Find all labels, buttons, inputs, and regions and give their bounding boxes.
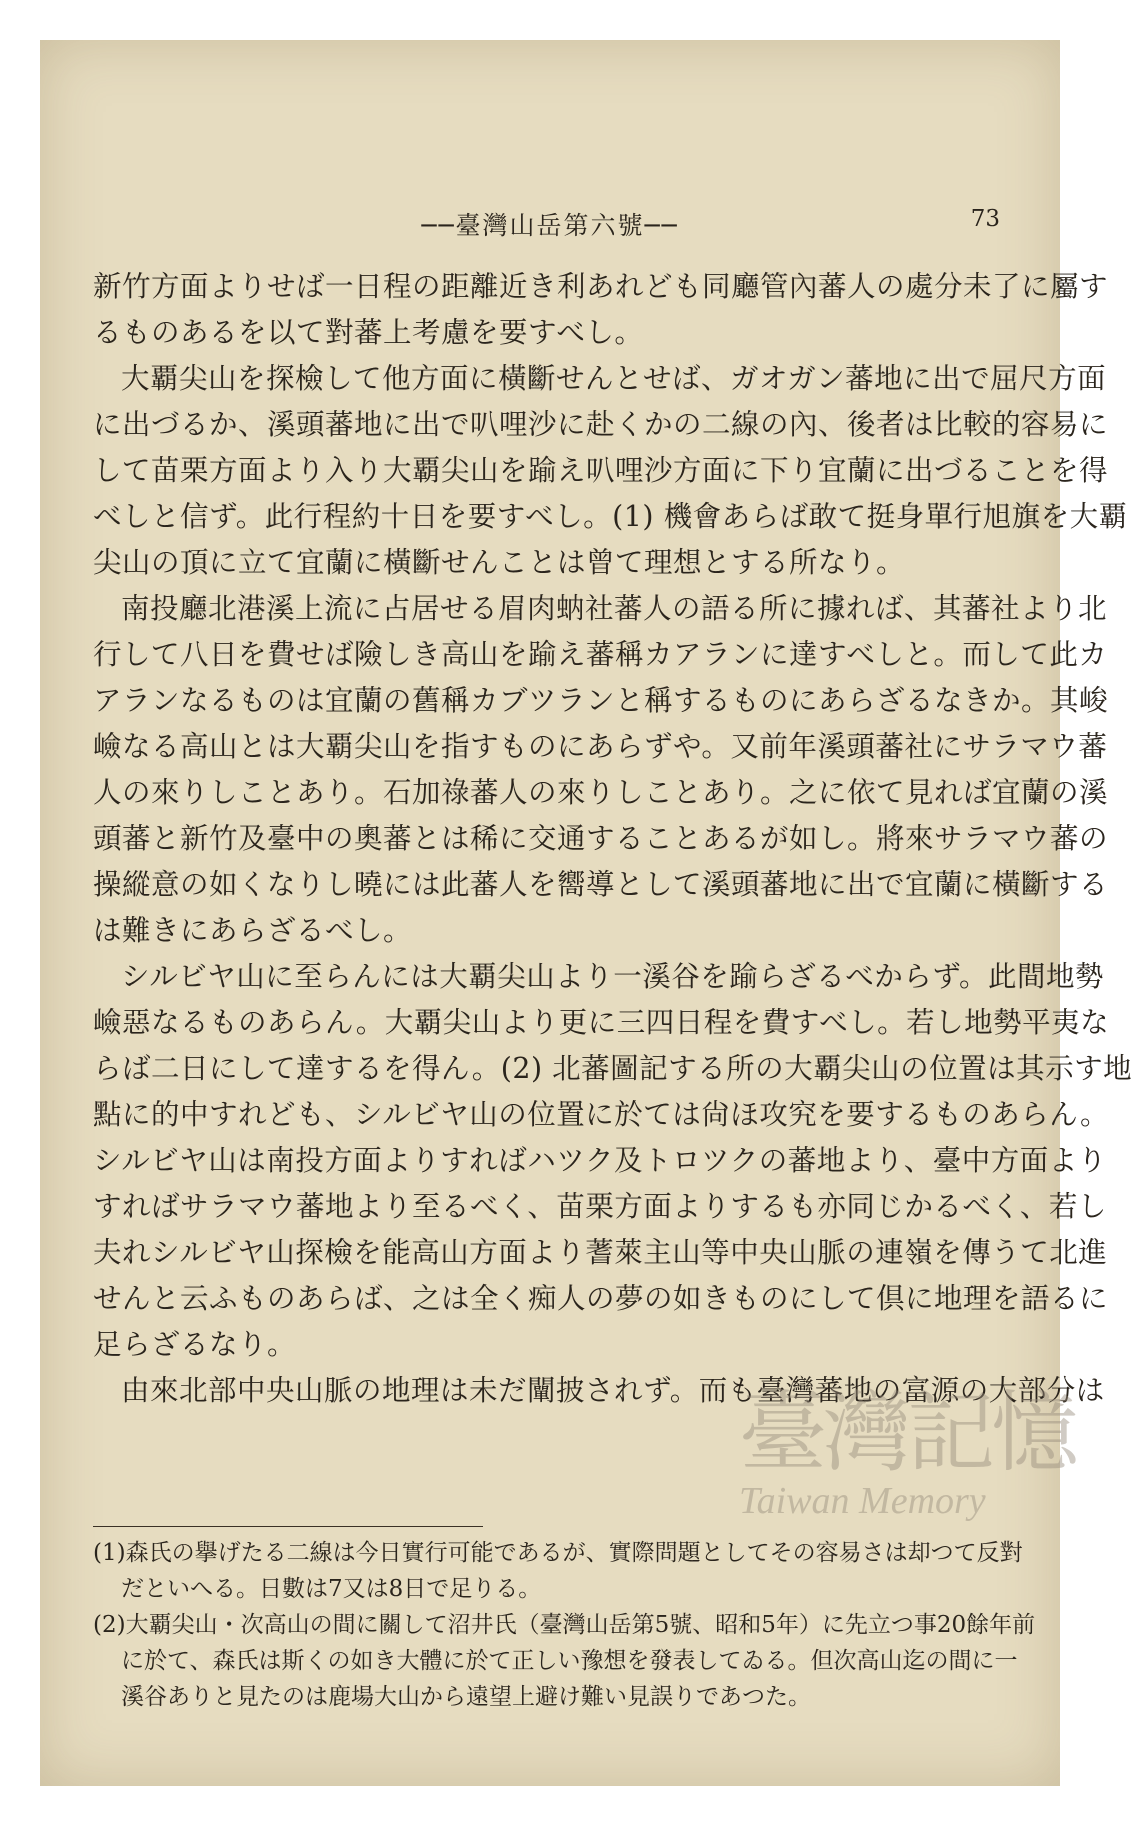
footnote-line: 溪谷ありと見たのは鹿場大山から遠望上避け難い見誤りであつた。 bbox=[121, 1684, 811, 1710]
text-line: アランなるものは宜蘭の舊稱カブツランと稱するものにあらざるなきか。其峻 bbox=[93, 684, 1109, 717]
text-line: 大覇尖山を探檢して他方面に橫斷せんとせば、ガオガン蕃地に出で屈尺方面 bbox=[121, 362, 1107, 395]
text-line: 操縱意の如くなりし曉には此蕃人を嚮導として溪頭蕃地に出で宜蘭に橫斷する bbox=[93, 868, 1109, 901]
text-line: 行して八日を費せば險しき高山を踰え蕃稱カアランに達すべしと。而して此カ bbox=[93, 638, 1108, 671]
text-line: 新竹方面よりせば一日程の距離近き利あれども同廳管內蕃人の處分未了に屬す bbox=[93, 270, 1109, 303]
text-line: せんと云ふものあらば、之は全く痴人の夢の如きものにして倶に地理を語るに bbox=[93, 1282, 1109, 1315]
watermark-stamp bbox=[739, 1381, 1076, 1575]
text-line: シルビヤ山に至らんには大覇尖山より一溪谷を踰らざるべからず。此間地勢 bbox=[121, 960, 1105, 993]
footnote-line: (2)大覇尖山・次高山の間に關して沼井氏（臺灣山岳第5號、昭和5年）に先立つ事20餘年前 bbox=[93, 1612, 1036, 1638]
text-line: して苗栗方面より入り大覇尖山を踰え叭哩沙方面に下り宜蘭に出づることを得 bbox=[93, 454, 1109, 487]
text-line: 由來北部中央山脈の地理は未だ闡披されず。而も臺灣蕃地の富源の大部分は bbox=[121, 1374, 1105, 1407]
text-line: べしと信ず。此行程約十日を要すべし。(1) 機會あらば敢て挺身單行旭旗を大覇 bbox=[93, 500, 1128, 533]
footnote-rule bbox=[93, 1526, 483, 1527]
text-line: 尖山の頂に立て宜蘭に橫斷せんことは曾て理想とする所なり。 bbox=[93, 546, 906, 579]
watermark-en: Taiwan Memory bbox=[739, 1480, 986, 1522]
text-line: るものあるを以て對蕃上考慮を要すべし。 bbox=[93, 316, 644, 349]
text-line: に出づるか、溪頭蕃地に出で叭哩沙に赴くかの二線の內、後者は比較的容易に bbox=[93, 408, 1109, 441]
text-line: 夫れシルビヤ山探檢を能高山方面より蓍萊主山等中央山脈の連嶺を傳うて北進 bbox=[93, 1236, 1108, 1269]
text-line: すればサラマウ蕃地より至るべく、苗栗方面よりするも亦同じかるべく、若し bbox=[93, 1190, 1107, 1223]
text-line: 點に的中すれども、シルビヤ山の位置に於ては尙ほ攻究を要するものあらん。 bbox=[93, 1098, 1110, 1131]
text-line: は難きにあらざるべし。 bbox=[93, 914, 413, 947]
text-line: 人の來りしことあり。石加祿蕃人の來りしことあり。之に依て見れば宜蘭の溪 bbox=[93, 776, 1109, 809]
running-title: ──臺灣山岳第六號── bbox=[421, 211, 679, 240]
page-number: 73 bbox=[970, 206, 1000, 232]
watermark-cjk: 臺灣記憶 bbox=[739, 1381, 1076, 1484]
text-line: 足らざるなり。 bbox=[93, 1328, 297, 1361]
text-line: 頭蕃と新竹及臺中の奧蕃とは稀に交通することあるが如し。將來サラマウ蕃の bbox=[93, 822, 1109, 855]
text-line: シルビヤ山は南投方面よりすればハツク及トロツクの蕃地より、臺中方面より bbox=[93, 1144, 1107, 1177]
text-line: 嶮惡なるものあらん。大覇尖山より更に三四日程を費すべし。若し地勢平夷な bbox=[93, 1006, 1110, 1039]
text-line: 嶮なる高山とは大覇尖山を指すものにあらずや。又前年溪頭蕃社にサラマウ蕃 bbox=[93, 730, 1108, 763]
footnote-line: だといへる。日數は7又は8日で足りる。 bbox=[121, 1576, 542, 1602]
footnote-line: に於て、森氏は斯くの如き大體に於て正しい豫想を發表してゐる。但次高山迄の間に一 bbox=[121, 1648, 1018, 1674]
body-text bbox=[93, 264, 1132, 1484]
text-line: らば二日にして達するを得ん。(2) 北蕃圖記する所の大覇尖山の位置は其示す地 bbox=[93, 1052, 1132, 1085]
text-line: 南投廳北港溪上流に占居せる眉肉蚋社蕃人の語る所に據れば、其蕃社より北 bbox=[121, 592, 1108, 625]
running-header bbox=[100, 206, 1000, 246]
footnote-line: (1)森氏の擧げたる二線は今日實行可能であるが、實際問題としてその容易さは却つて反對 bbox=[93, 1540, 1023, 1566]
